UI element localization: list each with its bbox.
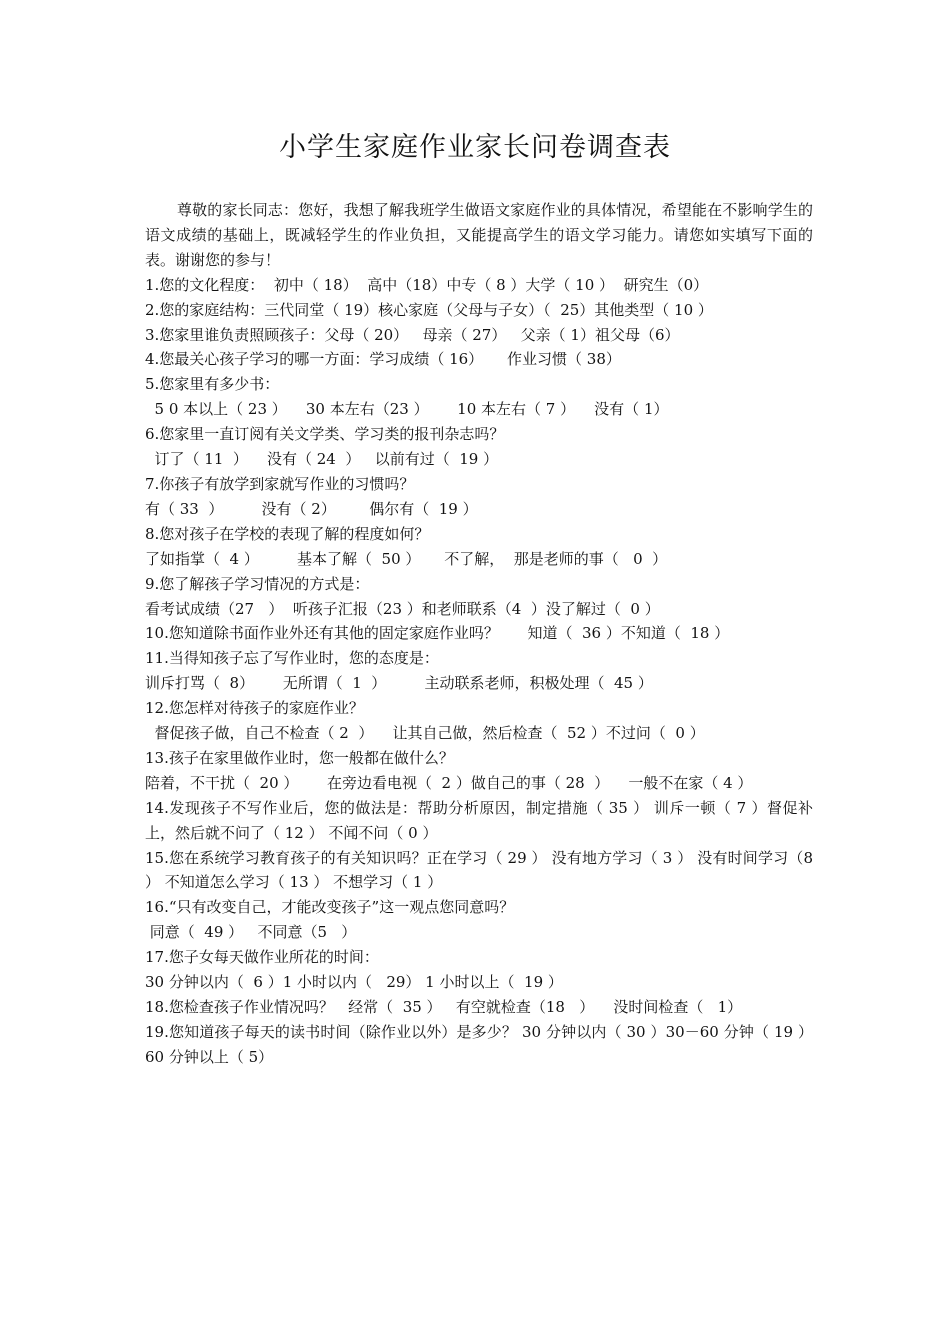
answer-line: 训斥打骂（ 8） 无所谓（ 1 ） 主动联系老师，积极处理（ 45 ） bbox=[145, 674, 653, 693]
question-paragraph: 19.您知道孩子每天的读书时间（除作业以外）是多少？ 30 分钟以内（ 30 ）30－60 分钟（ 19 ）60 分钟以上（ 5） bbox=[145, 1022, 813, 1066]
page-title: 小学生家庭作业家长问卷调查表 bbox=[279, 132, 671, 163]
survey-body bbox=[145, 198, 813, 1070]
question-line: 12.您怎样对待孩子的家庭作业？ bbox=[145, 699, 364, 718]
question-line: 4.您最关心孩子学习的哪一方面：学习成绩（ 16） 作业习惯（ 38） bbox=[145, 350, 621, 369]
question-line: 16.“只有改变自己，才能改变孩子”这一观点您同意吗？ bbox=[145, 898, 515, 917]
question-line: 1.您的文化程度： 初中（ 18） 高中（18）中专（ 8 ）大学（ 10 ） 研究生（0） bbox=[145, 275, 709, 294]
question-paragraph: 14.发现孩子不写作业后，您的做法是：帮助分析原因，制定措施（ 35 ） 训斥一顿（ 7 ）督促补上，然后就不问了（ 12 ） 不闻不问（ 0 ） bbox=[145, 798, 813, 842]
question-line: 7.你孩子有放学到家就写作业的习惯吗？ bbox=[145, 474, 415, 493]
question-line: 9.您了解孩子学习情况的方式是： bbox=[145, 574, 370, 593]
answer-line: 督促孩子做，自己不检查（ 2 ） 让其自己做，然后检查（ 52 ）不过问（ 0 ） bbox=[145, 724, 705, 743]
answer-line: 有（ 33 ） 没有（ 2） 偶尔有（ 19 ） bbox=[145, 499, 478, 518]
question-paragraph: 15.您在系统学习教育孩子的有关知识吗？正在学习（ 29 ） 没有地方学习（ 3 ） 没有时间学习（8 ） 不知道怎么学习（ 13 ） 不想学习（ 1 ） bbox=[145, 848, 813, 892]
answer-line: 30 分钟以内（ 6 ）1 小时以内（ 29） 1 小时以上（ 19 ） bbox=[145, 973, 563, 992]
question-line: 13.孩子在家里做作业时，您一般都在做什么？ bbox=[145, 748, 454, 767]
answer-line: 看考试成绩（27 ） 听孩子汇报（23 ）和老师联系（4 ）没了解过（ 0 ） bbox=[145, 599, 660, 618]
answer-line: 同意（ 49 ） 不同意（5 ） bbox=[145, 923, 357, 942]
answer-line: 了如指掌（ 4 ） 基本了解（ 50 ） 不了解， 那是老师的事（ 0 ） bbox=[145, 549, 668, 568]
question-line: 10.您知道除书面作业外还有其他的固定家庭作业吗？ 知道（ 36 ）不知道（ 18 ） bbox=[145, 624, 730, 643]
question-line: 2.您的家庭结构：三代同堂（ 19）核心家庭（父母与子女）（ 25）其他类型（ 10 ） bbox=[145, 300, 713, 319]
answer-line: 陪着，不干扰（ 20 ） 在旁边看电视（ 2 ）做自己的事（ 28 ） 一般不在家（ 4 ） bbox=[145, 773, 753, 792]
intro-paragraph: 尊敬的家长同志：您好，我想了解我班学生做语文家庭作业的具体情况，希望能在不影响学生的语文成绩的基础上，既减轻学生的作业负担，又能提高学生的语文学习能力。请您如实填写下面的表。谢谢您的参与！ bbox=[145, 201, 813, 269]
answer-line: 5 0 本以上（ 23 ） 30 本左右（23 ） 10 本左右（ 7 ） 没有（ 1） bbox=[145, 400, 669, 419]
question-line: 5.您家里有多少书： bbox=[145, 375, 280, 394]
question-line: 6.您家里一直订阅有关文学类、学习类的报刊杂志吗？ bbox=[145, 425, 505, 444]
question-line: 18.您检查孩子作业情况吗？ 经常（ 35 ） 有空就检查（18 ） 没时间检查（ 1） bbox=[145, 998, 743, 1016]
question-line: 11.当得知孩子忘了写作业时，您的态度是： bbox=[145, 649, 439, 668]
question-line: 3.您家里谁负责照顾孩子：父母（ 20） 母亲（ 27） 父亲（ 1）祖父母（6） bbox=[145, 325, 680, 344]
question-line: 8.您对孩子在学校的表现了解的程度如何？ bbox=[145, 524, 430, 543]
answer-line: 订了（ 11 ） 没有（ 24 ） 以前有过（ 19 ） bbox=[145, 450, 499, 469]
question-line: 17.您子女每天做作业所花的时间： bbox=[145, 948, 379, 967]
